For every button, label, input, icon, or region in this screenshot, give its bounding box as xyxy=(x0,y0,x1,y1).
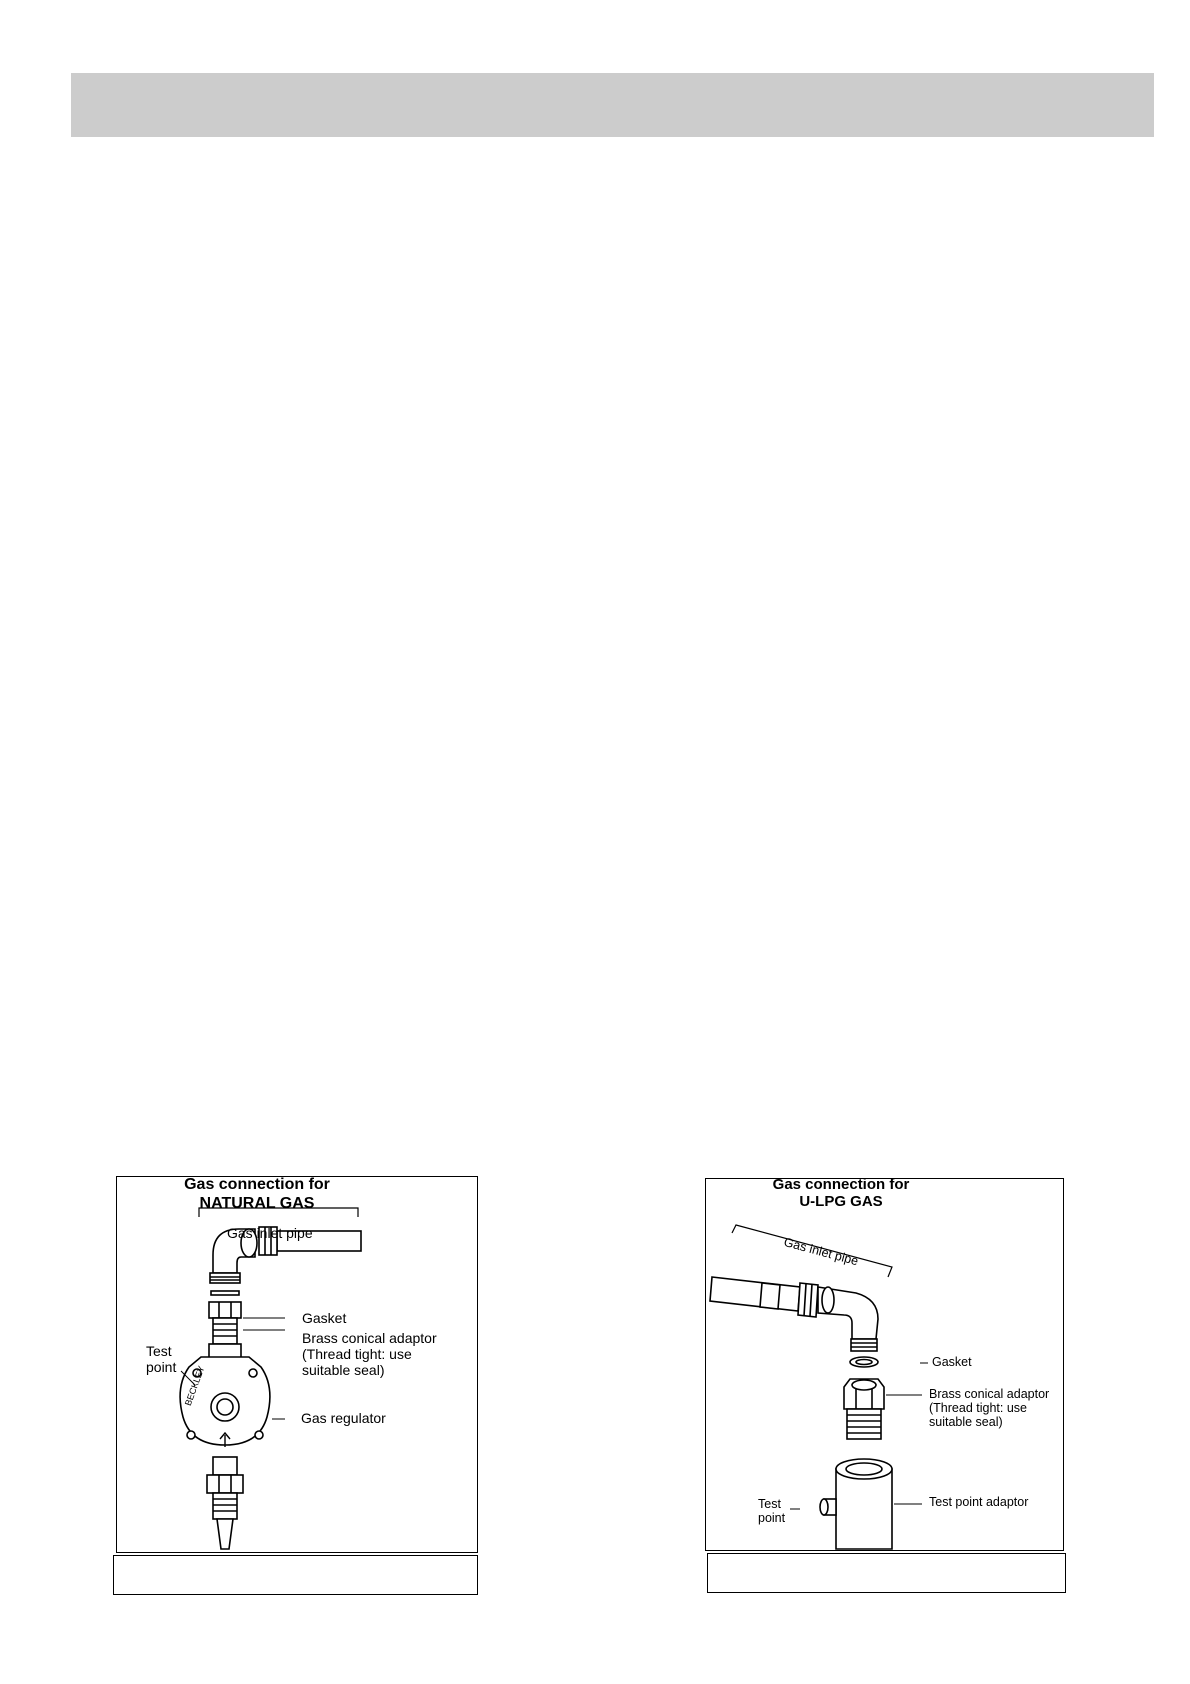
ulpg-inlet-pipe-label: Gas inlet pipe xyxy=(782,1235,860,1269)
ulpg-gas-figure xyxy=(705,1178,1064,1551)
natural-gas-adaptor-label xyxy=(302,1330,437,1378)
natural-gas-test-point-line1: Test xyxy=(146,1343,172,1359)
ulpg-adaptor-line2: (Thread tight: use xyxy=(929,1401,1027,1415)
regulator-brand-text: BECKLEY xyxy=(182,1364,207,1408)
natural-gas-adaptor-line3: suitable seal) xyxy=(302,1362,385,1378)
natural-gas-caption-box xyxy=(113,1555,478,1595)
natural-gas-adaptor-line2: (Thread tight: use xyxy=(302,1346,412,1362)
ulpg-gas-caption-box xyxy=(707,1553,1066,1593)
ulpg-test-point-line2: point xyxy=(758,1511,786,1525)
natural-gas-title-line2: NATURAL GAS xyxy=(199,1195,315,1212)
ulpg-test-point-line1: Test xyxy=(758,1497,781,1511)
natural-gas-figure xyxy=(116,1176,478,1553)
natural-gas-adaptor-line1: Brass conical adaptor xyxy=(302,1330,437,1346)
ulpg-gas-title-line2: U-LPG GAS xyxy=(799,1193,883,1210)
natural-gas-inlet-pipe-label: Gas inlet pipe xyxy=(227,1225,313,1241)
natural-gas-gasket-label: Gasket xyxy=(302,1310,347,1326)
natural-gas-test-point-label xyxy=(146,1343,176,1375)
natural-gas-regulator-label: Gas regulator xyxy=(301,1410,386,1426)
ulpg-adaptor-line3: suitable seal) xyxy=(929,1415,1003,1429)
ulpg-adaptor-line1: Brass conical adaptor xyxy=(929,1387,1050,1401)
header-bar xyxy=(71,73,1154,137)
ulpg-adaptor-label xyxy=(929,1387,1049,1429)
ulpg-test-point-label xyxy=(758,1497,785,1525)
ulpg-gas-title-line1: Gas connection for xyxy=(772,1176,910,1193)
ulpg-test-point-adaptor-label: Test point adaptor xyxy=(929,1495,1029,1509)
natural-gas-title-line1: Gas connection for xyxy=(184,1176,330,1193)
natural-gas-test-point-line2: point xyxy=(146,1359,177,1375)
ulpg-gasket-label: Gasket xyxy=(932,1355,972,1369)
